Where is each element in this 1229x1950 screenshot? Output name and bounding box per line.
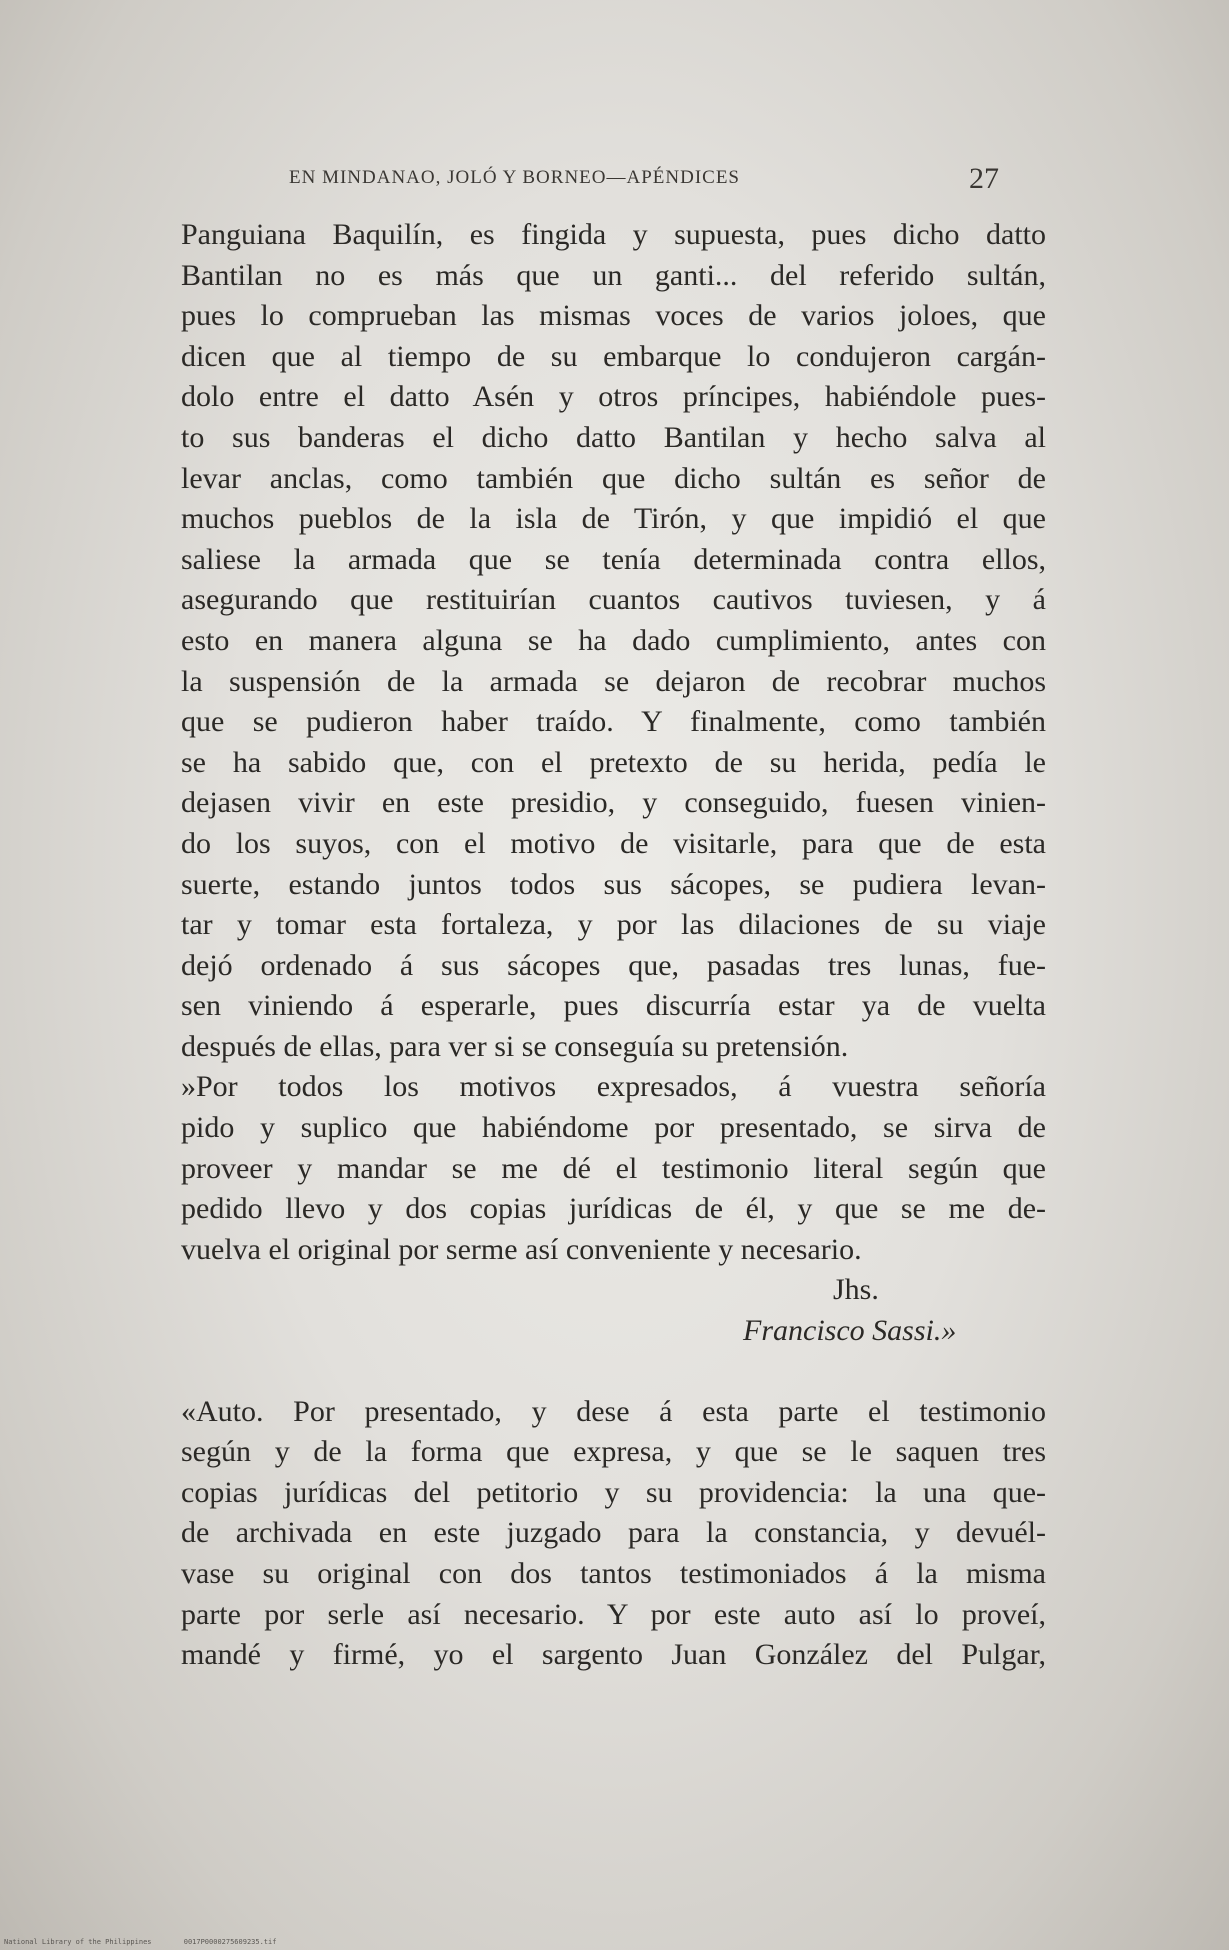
body-text <box>181 215 1046 1676</box>
text-line: dolo entre el datto Asén y otros príncipes, habiéndole pues- <box>181 380 1046 414</box>
text-line: después de ellas, para ver si se conseguía su pretensión. <box>181 1029 849 1063</box>
text-line: do los suyos, con el motivo de visitarle, para que de esta <box>181 826 1046 860</box>
text-line: dejasen vivir en este presidio, y conseguido, fuesen vinien- <box>181 786 1046 820</box>
library-name: National Library of the Philippines <box>4 1938 152 1946</box>
text-line: »Por todos los motivos expresados, á vuestra señoría <box>181 1070 1046 1104</box>
signature-name: Francisco Sassi.» <box>743 1314 957 1348</box>
text-line: saliese la armada que se tenía determinada contra ellos, <box>181 542 1046 576</box>
text-line: de archivada en este juzgado para la constancia, y devuél- <box>181 1516 1046 1550</box>
text-line: pues lo comprueban las mismas voces de varios joloes, que <box>181 299 1046 333</box>
text-line: vuelva el original por serme así conveniente y necesario. <box>181 1232 862 1266</box>
text-line: sen viniendo á esperarle, pues discurría estar ya de vuelta <box>181 989 1046 1023</box>
text-line: tar y tomar esta fortaleza, y por las dilaciones de su viaje <box>181 908 1046 942</box>
text-line: Panguiana Baquilín, es fingida y supuesta, pues dicho datto <box>181 218 1046 251</box>
text-line: se ha sabido que, con el pretexto de su herida, pedía le <box>181 745 1046 779</box>
page-number: 27 <box>969 162 999 195</box>
text-line: to sus banderas el dicho datto Bantilan y hecho salva al <box>181 420 1046 454</box>
text-line: pedido llevo y dos copias jurídicas de él, y que se me de- <box>181 1192 1046 1226</box>
text-line: la suspensión de la armada se dejaron de recobrar muchos <box>181 664 1046 698</box>
text-line: dejó ordenado á sus sácopes que, pasadas tres lunas, fue- <box>181 948 1046 982</box>
signature-jhs: Jhs. <box>833 1273 879 1307</box>
text-line: Bantilan no es más que un ganti... del referido sultán, <box>181 258 1046 292</box>
text-line: asegurando que restituirían cuantos cautivos tuviesen, y á <box>181 583 1046 617</box>
file-id: 0017P0000275609235.tif <box>183 1938 277 1946</box>
paragraph-3 <box>181 1392 1046 1676</box>
text-line: según y de la forma que expresa, y que se le saquen tres <box>181 1435 1046 1469</box>
text-line: levar anclas, como también que dicho sultán es señor de <box>181 461 1046 495</box>
text-line: mandé y firmé, yo el sargento Juan González del Pulgar, <box>181 1638 1046 1672</box>
text-line: suerte, estando juntos todos sus sácopes, se pudiera levan- <box>181 867 1046 901</box>
text-line: pido y suplico que habiéndome por presentado, se sirva de <box>181 1111 1046 1145</box>
page-header <box>289 162 1019 202</box>
text-line: parte por serle así necesario. Y por este auto así lo proveí, <box>181 1597 1046 1631</box>
scan-footer <box>4 1938 304 1946</box>
text-line: muchos pueblos de la isla de Tirón, y que impidió el que <box>181 502 1046 536</box>
text-line: «Auto. Por presentado, y dese á esta parte el testimonio <box>181 1394 1046 1428</box>
text-line: proveer y mandar se me dé el testimonio literal según que <box>181 1151 1046 1185</box>
text-line: vase su original con dos tantos testimoniados á la misma <box>181 1557 1046 1590</box>
signature-block <box>181 1270 1046 1351</box>
text-line: dicen que al tiempo de su embarque lo condujeron cargán- <box>181 339 1046 373</box>
paragraph-2 <box>181 1067 1046 1270</box>
text-line: esto en manera alguna se ha dado cumplimiento, antes con <box>181 623 1046 657</box>
text-line: que se pudieron haber traído. Y finalmente, como también <box>181 705 1046 739</box>
paragraph-1 <box>181 215 1046 1067</box>
paragraph-gap <box>181 1352 1046 1392</box>
text-line: copias jurídicas del petitorio y su providencia: la una que- <box>181 1475 1046 1509</box>
running-title: EN MINDANAO, JOLÓ Y BORNEO—APÉNDICES <box>289 167 741 188</box>
